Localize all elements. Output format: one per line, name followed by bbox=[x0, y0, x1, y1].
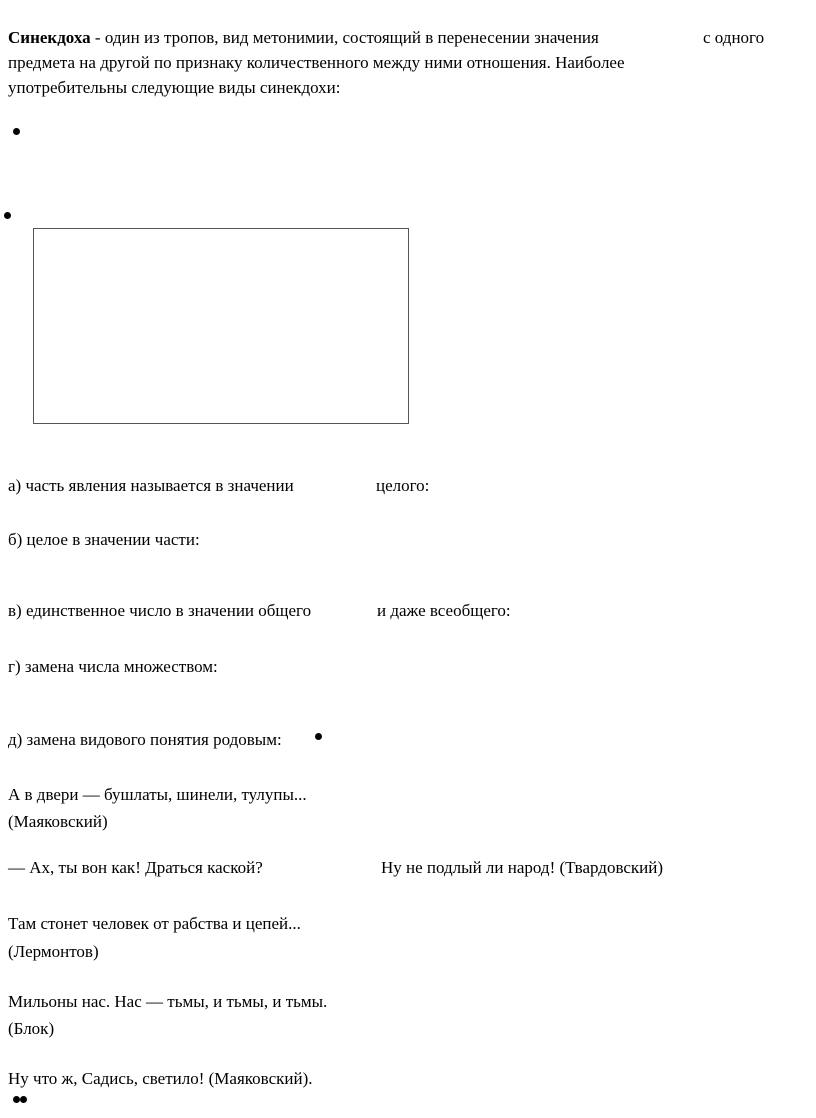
example-4-line-2: (Блок) bbox=[8, 1019, 55, 1038]
intro-line-1-text: - один из тропов, вид метонимии, состоящий в перенесении значения bbox=[90, 28, 599, 47]
type-a-label: а) часть явления называется в значении bbox=[8, 476, 294, 495]
bullet-icon bbox=[315, 733, 322, 740]
example-4-line-1: Мильоны нас. Нас — тьмы, и тьмы, и тьмы. bbox=[8, 992, 328, 1011]
bullet-icon bbox=[13, 128, 20, 135]
term-heading: Синекдоха bbox=[8, 28, 91, 47]
bullet-icon bbox=[13, 1096, 20, 1103]
example-2-part-2: Ну не подлый ли народ! (Твардовский) bbox=[381, 858, 664, 877]
example-3-line-2: (Лермонтов) bbox=[8, 942, 99, 961]
type-a-tail: целого: bbox=[376, 476, 430, 495]
type-d-label: д) замена видового понятия родовым: bbox=[8, 730, 282, 749]
intro-line-1 bbox=[8, 27, 599, 49]
type-v-label: в) единственное число в значении общего bbox=[8, 601, 312, 620]
example-3-line-1: Там стонет человек от рабства и цепей... bbox=[8, 914, 301, 933]
intro-line-1-tail: с одного bbox=[703, 28, 765, 47]
intro-line-3: употребительны следующие виды синекдохи: bbox=[8, 78, 341, 97]
example-5: Ну что ж, Садись, светило! (Маяковский). bbox=[8, 1069, 313, 1088]
bullet-icon bbox=[4, 212, 11, 219]
example-2-part-1: — Ах, ты вон как! Драться каской? bbox=[8, 858, 263, 877]
bullet-icon bbox=[20, 1096, 27, 1103]
intro-line-2: предмета на другой по признаку количественного между ними отношения. Наиболее bbox=[8, 53, 625, 72]
example-1-line-1: А в двери — бушлаты, шинели, тулупы... bbox=[8, 785, 307, 804]
type-v-tail: и даже всеобщего: bbox=[377, 601, 511, 620]
example-1-line-2: (Маяковский) bbox=[8, 812, 108, 831]
type-g-label: г) замена числа множеством: bbox=[8, 657, 218, 676]
image-placeholder-frame bbox=[33, 228, 409, 424]
type-b-label: б) целое в значении части: bbox=[8, 530, 200, 549]
